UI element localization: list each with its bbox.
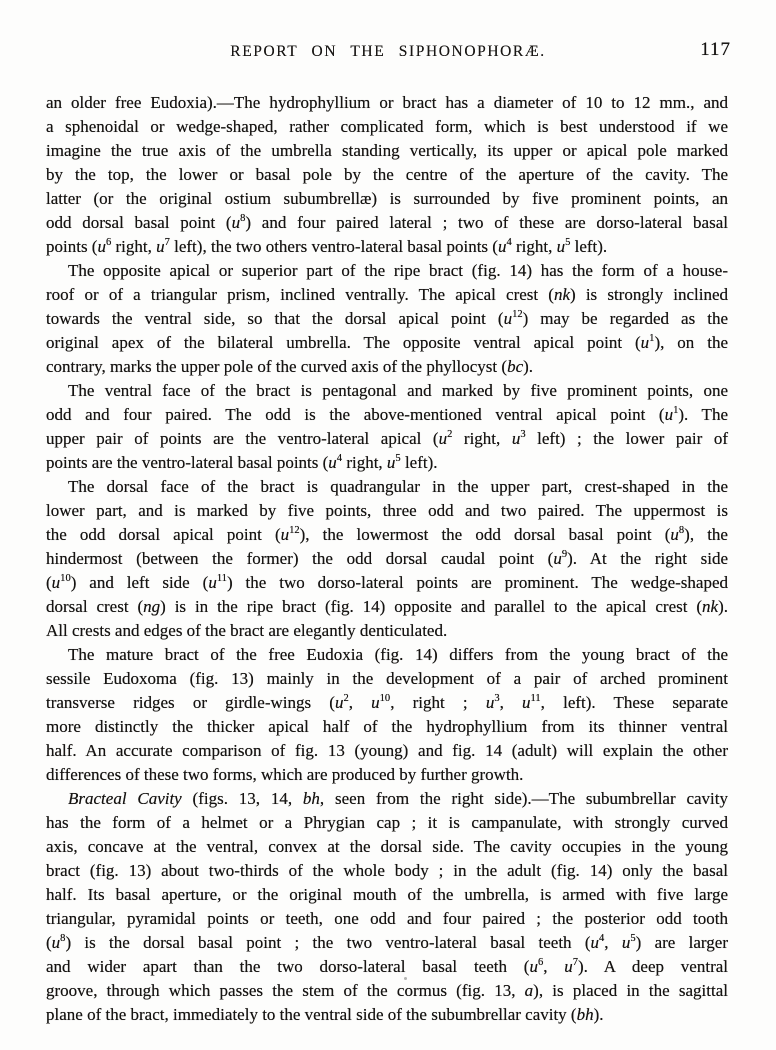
text-line: Bracteal Cavity (figs. 13, 14, bh, seen from the right side).—The subumbrellar cavity: [68, 789, 728, 808]
paragraph: [46, 259, 728, 379]
text-line: the odd dorsal apical point $(u^{12})$, the lowermost the odd dorsal basal point $(u^8)$, the: [46, 524, 728, 544]
body-text: [46, 91, 728, 1027]
text-line: The ventral face of the bract is pentagonal and marked by five prominent points, one: [68, 381, 728, 400]
text-line: by the top, the lower or basal pole by the centre of the aperture of the cavity. The: [46, 165, 728, 184]
text-line: The dorsal face of the bract is quadrangular in the upper part, crest-shaped in the: [68, 477, 728, 496]
text-line: a sphenoidal or wedge-shaped, rather complicated form, which is best understood if we: [46, 117, 728, 136]
text-line: hindermost (between the former) the odd dorsal caudal point $(u^9)$. At the right side: [46, 548, 728, 568]
text-line: half. Its basal aperture, or the original mouth of the umbrella, is armed with five large: [46, 885, 728, 904]
text-line: The opposite apical or superior part of the ripe bract (fig. 14) has the form of a house-: [68, 261, 728, 280]
text-line: dorsal crest (ng) is in the ripe bract (fig. 14) opposite and parallel to the apical crest (nk).: [46, 597, 728, 616]
text-line: towards the ventral side, so that the dorsal apical point $(u^{12})$ may be regarded as the: [46, 308, 728, 328]
paragraph: [46, 91, 728, 259]
text-line: contrary, marks the upper pole of the curved axis of the phyllocyst (bc).: [46, 357, 534, 376]
paragraph: [46, 379, 728, 475]
text-line: differences of these two forms, which are produced by further growth.: [46, 765, 524, 784]
text-line: groove, through which passes the stem of the cormus (fig. 13, a), is placed in the sagittal: [46, 981, 728, 1000]
paragraph: [46, 787, 728, 1027]
scan-speck: [404, 977, 407, 980]
text-line: odd dorsal basal point $(u^8)$ and four paired lateral ; two of these are dorso-lateral basal: [46, 212, 728, 232]
text-line: an older free Eudoxia).—The hydrophyllium or bract has a diameter of 10 to 12 mm., and: [46, 93, 728, 112]
page-number: 117: [700, 39, 731, 60]
text-line: half. An accurate comparison of fig. 13 (young) and fig. 14 (adult) will explain the other: [46, 741, 728, 760]
text-line: more distinctly the thicker apical half of the hydrophyllium from its thinner ventral: [46, 717, 728, 736]
text-line: points are the ventro-lateral basal points ($u^4$ right, $u^5$ left).: [46, 452, 438, 472]
text-line: sessile Eudoxoma (fig. 13) mainly in the development of a pair of arched prominent: [46, 669, 728, 688]
text-line: upper pair of points are the ventro-lateral apical ($u^2$ right, $u^3$ left) ; the lower pair of: [46, 428, 729, 448]
text-line: latter (or the original ostium subumbrellæ) is surrounded by five prominent points, an: [46, 189, 728, 208]
text-line: $(u^{10})$ and left side $(u^{11})$ the two dorso-lateral points are prominent. The wedge-shaped: [46, 572, 728, 592]
text-line: All crests and edges of the bract are elegantly denticulated.: [46, 621, 448, 640]
paragraph: [46, 643, 728, 787]
text-line: triangular, pyramidal points or teeth, one odd and four paired ; the posterior odd tooth: [46, 909, 728, 928]
text-line: plane of the bract, immediately to the ventral side of the subumbrellar cavity (bh).: [46, 1005, 604, 1024]
text-line: odd and four paired. The odd is the above-mentioned ventral apical point $(u^1)$. The: [46, 404, 728, 424]
text-line: bract (fig. 13) about two-thirds of the whole body ; in the adult (fig. 14) only the basal: [46, 861, 728, 880]
paragraph: [46, 475, 728, 643]
running-head: REPORT ON THE SIPHONOPHORÆ.: [230, 43, 546, 60]
text-line: points ($u^6$ right, $u^7$ left), the two others ventro-lateral basal points ($u^4$ right, $u^5$ left).: [46, 236, 608, 256]
text-line: and wider apart than the two dorso-lateral basal teeth ($u^6$, $u^7$). A deep ventral: [46, 956, 728, 976]
text-line: original apex of the bilateral umbrella. The opposite ventral apical point $(u^1)$, on the: [46, 332, 728, 352]
text-line: $(u^8)$ is the dorsal basal point ; the two ventro-lateral basal teeth ($u^4$, $u^5$) are larger: [46, 932, 728, 952]
text-line: transverse ridges or girdle-wings ($u^2$, $u^{10}$, right ; $u^3$, $u^{11}$, left). These separate: [46, 692, 729, 712]
text-line: axis, concave at the ventral, convex at the dorsal side. The cavity occupies in the young: [46, 837, 728, 856]
text-line: lower part, and is marked by five points, three odd and two paired. The uppermost is: [46, 501, 728, 520]
text-line: The mature bract of the free Eudoxia (fig. 14) differs from the young bract of the: [68, 645, 728, 664]
text-line: has the form of a helmet or a Phrygian cap ; it is campanulate, with strongly curved: [46, 813, 728, 832]
text-line: roof or of a triangular prism, inclined ventrally. The apical crest (nk) is strongly inclined: [46, 285, 729, 304]
text-line: imagine the true axis of the umbrella standing vertically, its upper or apical pole marked: [46, 141, 728, 160]
